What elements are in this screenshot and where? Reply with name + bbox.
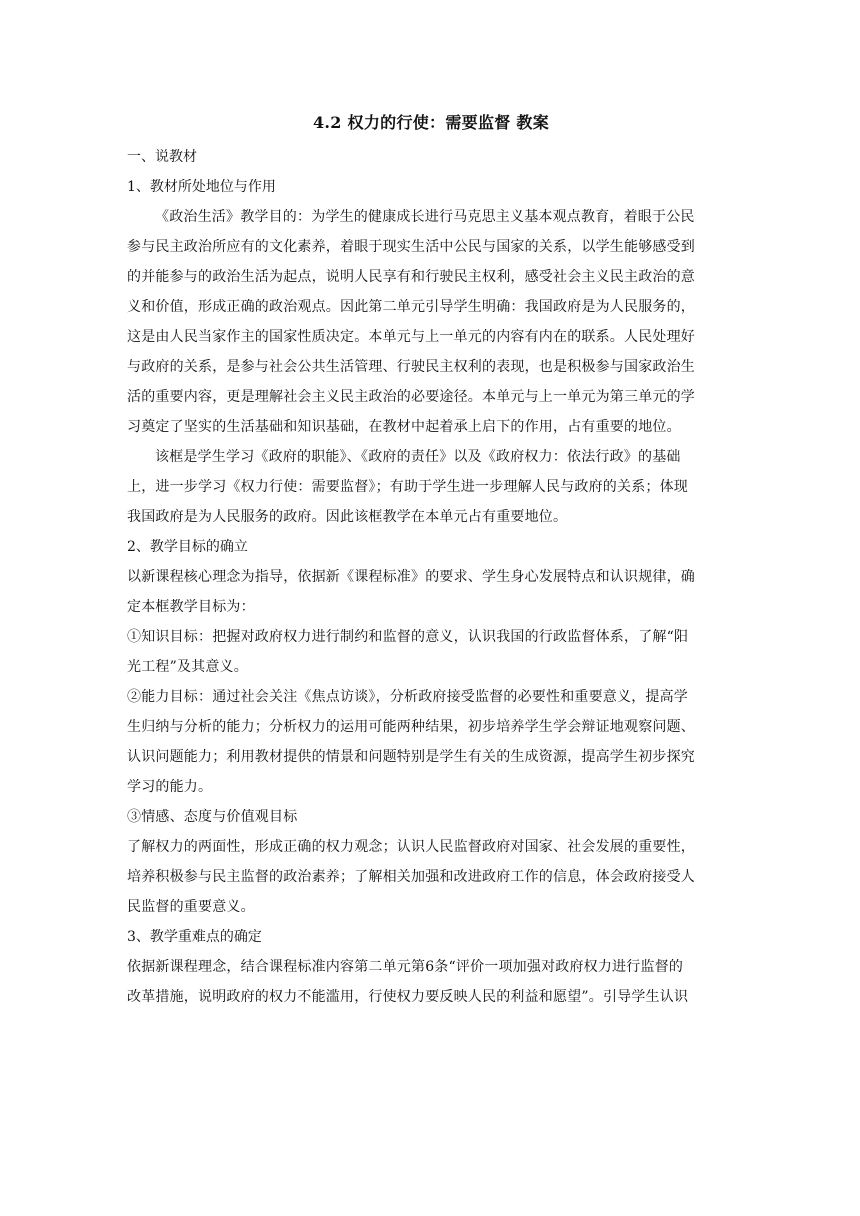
section-heading: 一、说教材 bbox=[127, 149, 197, 165]
paragraph-line: 生归纳与分析的能力；分析权力的运用可能两种结果，初步培养学生学会辩证地观察问题、 bbox=[127, 719, 695, 735]
document-lines bbox=[127, 142, 735, 1012]
paragraph-line: 学习的能力。 bbox=[127, 779, 213, 795]
paragraph-line: 依据新课程理念，结合课程标准内容第二单元第6条“评价一项加强对政府权力进行监督的 bbox=[127, 959, 684, 975]
paragraph-line: 活的重要内容，更是理解社会主义民主政治的必要途径。本单元与上一单元为第三单元的学 bbox=[127, 389, 695, 405]
paragraph-line: 了解权力的两面性，形成正确的权力观念；认识人民监督政府对国家、社会发展的重要性， bbox=[127, 839, 695, 855]
section-heading: 3、教学重难点的确定 bbox=[127, 929, 262, 945]
paragraph-line: 该框是学生学习《政府的职能》、《政府的责任》以及《政府权力：依法行政》的基础 bbox=[155, 449, 681, 465]
paragraph-line: 《政治生活》教学目的：为学生的健康成长进行马克思主义基本观点教育，着眼于公民 bbox=[155, 209, 695, 225]
paragraph-line: ③情感、态度与价值观目标 bbox=[127, 809, 298, 825]
paragraph-line: 义和价值，形成正确的政治观点。因此第二单元引导学生明确：我国政府是为人民服务的， bbox=[127, 299, 695, 315]
paragraph-line: 认识问题能力；利用教材提供的情景和问题特别是学生有关的生成资源，提高学生初步探究 bbox=[127, 749, 695, 765]
document-body bbox=[127, 108, 735, 1012]
paragraph-line: 上，进一步学习《权力行使：需要监督》；有助于学生进一步理解人民与政府的关系；体现 bbox=[127, 479, 688, 495]
paragraph-line: 以新课程核心理念为指导，依据新《课程标准》的要求、学生身心发展特点和认识规律，确 bbox=[127, 569, 695, 585]
paragraph-line: 定本框教学目标为： bbox=[127, 599, 255, 615]
paragraph-line: 习奠定了坚实的生活基础和知识基础，在教材中起着承上启下的作用，占有重要的地位。 bbox=[127, 419, 681, 435]
paragraph-line: 的并能参与的政治生活为起点，说明人民享有和行驶民主权利，感受社会主义民主政治的意 bbox=[127, 269, 695, 285]
document-title: 4.2 权力的行使：需要监督 教案 bbox=[312, 113, 550, 132]
paragraph-line: 这是由人民当家作主的国家性质决定。本单元与上一单元的内容有内在的联系。人民处理好 bbox=[127, 329, 695, 345]
paragraph-line: 参与民主政治所应有的文化素养，着眼于现实生活中公民与国家的关系，以学生能够感受到 bbox=[127, 239, 695, 255]
paragraph-line: ①知识目标：把握对政府权力进行制约和监督的意义，认识我国的行政监督体系，了解“阳 bbox=[127, 629, 689, 645]
paragraph-line: ②能力目标：通过社会关注《焦点访谈》，分析政府接受监督的必要性和重要意义，提高学 bbox=[127, 689, 688, 705]
section-heading: 2、教学目标的确立 bbox=[127, 539, 248, 555]
paragraph-line: 我国政府是为人民服务的政府。因此该框教学在本单元占有重要地位。 bbox=[127, 509, 568, 525]
paragraph-line: 与政府的关系，是参与社会公共生活管理、行驶民主权利的表现，也是积极参与国家政治生 bbox=[127, 359, 695, 375]
paragraph-line: 光工程”及其意义。 bbox=[127, 659, 248, 675]
paragraph-line: 培养积极参与民主监督的政治素养；了解相关加强和改进政府工作的信息，体会政府接受人 bbox=[127, 869, 695, 885]
paragraph-line: 民监督的重要意义。 bbox=[127, 899, 255, 915]
section-heading: 1、教材所处地位与作用 bbox=[127, 179, 276, 195]
paragraph-line: 改革措施，说明政府的权力不能滥用，行使权力要反映人民的利益和愿望”。引导学生认识 bbox=[127, 989, 689, 1005]
